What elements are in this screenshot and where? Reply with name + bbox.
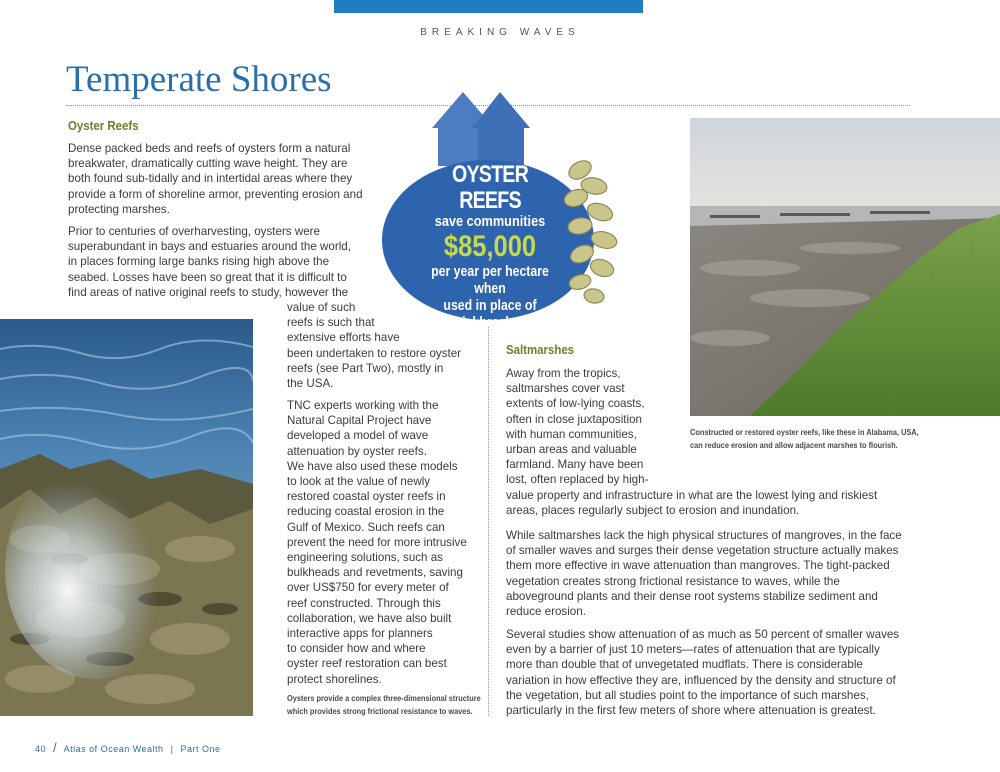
column-divider bbox=[488, 300, 489, 716]
footer-slash: / bbox=[53, 740, 58, 755]
saltmarsh-paragraph-2: While saltmarshes lack the high physical structures of mangroves, in the face of smaller waves and surges their dense vegetation structure actually makes them more effective in wave attenuation than mangroves. The tight-packed vegetation creates strong frictional resistance to waves, while the aboveground plants and their dense root systems stabilize sediment and reduce erosion. bbox=[506, 529, 902, 619]
badge-line-6: artificial breakwaters bbox=[428, 315, 552, 331]
saltmarsh-paragraph-3: Several studies show attenuation of as much as 50 percent of smaller waves even by a barrier of just 10 meters—rates of attenuation that are typically more than double that of unvegetated mudflats. There is considerable variation in how effective they are, influenced by the density and structure of the vegetation, but all studies point to the importance of such marshes, particularly in the first few meters of shore where attenuation is greatest. bbox=[506, 628, 900, 718]
footer-separator: | bbox=[170, 744, 174, 754]
badge-amount: $85,000 bbox=[443, 230, 537, 263]
saltmarsh-photo-caption: Constructed or restored oyster reefs, like these in Alabama, USA, can reduce erosion and allow adjacent marshes to flourish. bbox=[690, 427, 919, 450]
saltmarshes-heading: Saltmarshes bbox=[506, 342, 575, 357]
oyster-paragraph-2-continued: value of such reefs is such that extensive efforts have been undertaken to restore oyster reefs (see Part Two), mostly in the USA. bbox=[287, 301, 462, 391]
section-kicker: BREAKING WAVES bbox=[420, 27, 580, 38]
oyster-reef-photo-graphic bbox=[0, 319, 253, 716]
oyster-paragraph-2: Prior to centuries of overharvesting, oysters were superabundant in bays and estuaries around the world, in places forming large banks rising high above the seabed. Losses have been so great that it is difficult to find areas of native original reefs to study, however the bbox=[68, 225, 351, 299]
house-icon bbox=[432, 92, 530, 166]
page-title: Temperate Shores bbox=[66, 59, 332, 100]
oyster-paragraph-3: TNC experts working with the Natural Capital Project have developed a model of wave attenuation by oyster reefs. We have also used these models to look at the value of newly restored coastal oyster reefs in reducing coastal erosion in the Gulf of Mexico. Such reefs can prevent the need for more intrusive engineering solutions, such as bulkheads and revetments, saving over US$750 for every meter of reef constructed. Through this collaboration, we have also built interactive apps for planners to consider how and where oyster reef restoration can best protect shorelines. bbox=[287, 399, 467, 686]
badge-line-4: per year per hectare when bbox=[431, 264, 549, 297]
badge-subhead: save communities bbox=[434, 213, 546, 230]
saltmarsh-paragraph-1: Away from the tropics, saltmarshes cover vast extents of low-lying coasts, often in close juxtaposition with human communities, urban areas and valuable farmland. Many have been lost, often replaced by high- value property and infrastructure in what are the lowest lying and riskiest areas, places regularly subject to erosion and inundation. bbox=[506, 367, 878, 517]
badge-headline: OYSTER REEFS bbox=[451, 161, 529, 214]
publication-title: Atlas of Ocean Wealth bbox=[63, 744, 164, 754]
oyster-reefs-heading: Oyster Reefs bbox=[68, 118, 139, 133]
oyster-paragraph-1: Dense packed beds and reefs of oysters form a natural breakwater, dramatically cutting wave height. They are both found sub-tidally and in intertidal areas where they provide a form of shoreline armor, preventing erosion and protecting marshes. bbox=[68, 142, 363, 216]
top-accent-bar bbox=[334, 0, 643, 13]
badge-line-5: used in place of bbox=[443, 298, 537, 314]
oyster-photo-caption: Oysters provide a complex three-dimensional structure which provides strong frictional resistance to waves. bbox=[287, 693, 481, 716]
page-footer bbox=[35, 740, 220, 755]
oyster-reef-photo bbox=[0, 319, 253, 716]
publication-part: Part One bbox=[180, 744, 221, 754]
badge-text bbox=[405, 162, 575, 332]
page-number: 40 bbox=[35, 744, 47, 754]
